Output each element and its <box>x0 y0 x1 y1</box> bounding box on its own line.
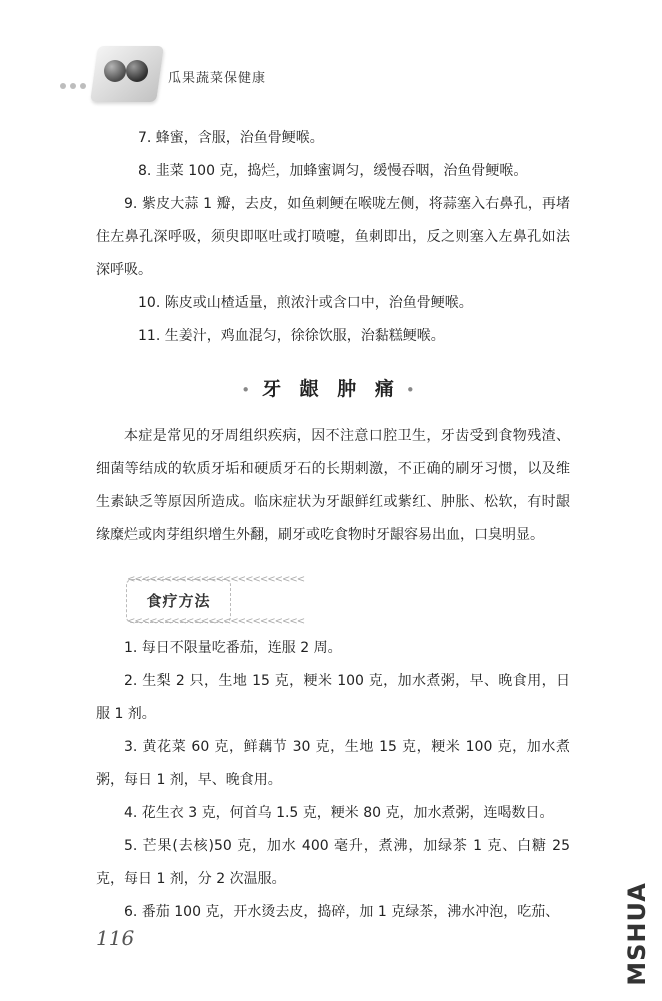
watermark <box>622 880 652 990</box>
book-title: 瓜果蔬菜保健康 <box>168 71 267 86</box>
list-item: 8. 韭菜 100 克，捣烂，加蜂蜜调匀，缓慢吞咽，治鱼骨鲠喉。 <box>138 163 528 179</box>
decorative-dots <box>60 74 90 93</box>
list-item: 11. 生姜汁，鸡血混匀，徐徐饮服，治黏糕鲠喉。 <box>138 328 445 344</box>
list-item: 5. 芒果(去核)50 克，加水 400 毫升，煮沸，加绿茶 1 克、白糖 25 克，每日 1 剂，分 2 次温服。 <box>96 838 570 887</box>
remedy-list <box>96 632 570 929</box>
running-header <box>60 46 480 106</box>
list-item: 3. 黄花菜 60 克，鲜藕节 30 克，生地 15 克，粳米 100 克，加水煮粥，每日 1 剂，早、晚食用。 <box>96 739 570 788</box>
page-number: 116 <box>96 926 135 950</box>
zigzag-border: <<<<<<<<<<<<<<<<<<<<<<<< <box>127 574 305 585</box>
intro-paragraph: 本症是常见的牙周组织疾病，因不注意口腔卫生，牙齿受到食物残渣、细菌等结成的软质牙垢和硬质牙石的长期刺激，不正确的刷牙习惯，以及维生素缺乏等原因所造成。临床症状为牙龈鲜红或紫红、肿胀、松软，有时龈缘糜烂或肉芽组织增生外翻，刷牙或吃食物时牙龈容易出血，口臭明显。 <box>96 428 570 543</box>
bullet-dot-icon: • <box>405 381 421 399</box>
list-item: 10. 陈皮或山楂适量，煎浓汁或含口中，治鱼骨鲠喉。 <box>138 295 473 311</box>
zigzag-border: <<<<<<<<<<<<<<<<<<<<<<<< <box>127 616 305 627</box>
section-intro <box>96 420 570 552</box>
list-item: 4. 花生衣 3 克，何首乌 1.5 克，粳米 80 克，加水煮粥，连喝数日。 <box>124 805 554 821</box>
apple-icon <box>104 60 126 82</box>
list-item: 1. 每日不限量吃番茄，连服 2 周。 <box>124 640 342 656</box>
subhead-label: 食疗方法 <box>146 592 211 610</box>
list-item: 2. 生梨 2 只，生地 15 克，粳米 100 克，加水煮粥，早、晚食用，日服 1 剂。 <box>96 673 570 722</box>
section-title-text: 牙 龈 肿 痛 <box>262 378 400 400</box>
top-remedy-list <box>96 122 570 353</box>
section-title <box>0 374 662 401</box>
list-item: 7. 蜂蜜，含服，治鱼骨鲠喉。 <box>138 130 324 146</box>
bullet-dot-icon: • <box>241 381 257 399</box>
list-item: 9. 紫皮大蒜 1 瓣，去皮，如鱼刺鲠在喉咙左侧，将蒜塞入右鼻孔，再堵住左鼻孔深呼吸，须臾即呕吐或打喷嚏，鱼刺即出，反之则塞入左鼻孔如法深呼吸。 <box>96 196 570 278</box>
apple-icon <box>126 60 148 82</box>
list-item: 6. 番茄 100 克，开水烫去皮，捣碎，加 1 克绿茶，沸水冲泡，吃茄、 <box>124 904 560 920</box>
watermark-text: MSHUA <box>623 882 651 986</box>
subhead-box <box>126 574 305 627</box>
